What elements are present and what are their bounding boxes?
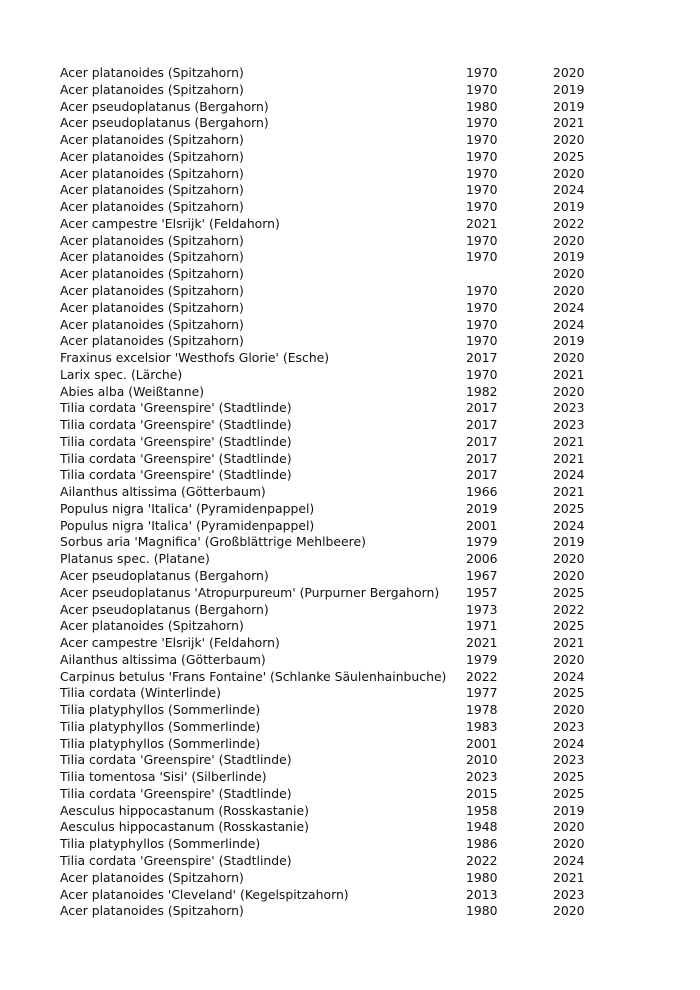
year-planted-cell: 1979: [466, 534, 498, 550]
year-inspected-cell: 2020: [553, 350, 585, 366]
table-row: [60, 702, 613, 719]
year-inspected-cell: 2021: [553, 484, 585, 500]
table-row: [60, 551, 613, 568]
year-inspected-cell: 2025: [553, 148, 585, 164]
table-row: [60, 400, 613, 417]
year-inspected-cell: 2019: [553, 534, 585, 550]
year-inspected-cell: 2024: [553, 182, 585, 198]
table-row: [60, 602, 613, 619]
year-inspected-cell: 2022: [553, 601, 585, 617]
species-cell: Platanus spec. (Platane): [60, 551, 210, 567]
year-planted-cell: 1970: [466, 148, 498, 164]
year-inspected-cell: 2022: [553, 215, 585, 231]
year-planted-cell: 1958: [466, 802, 498, 818]
year-planted-cell: 2021: [466, 215, 498, 231]
species-cell: Tilia platyphyllos (Sommerlinde): [60, 702, 261, 718]
year-planted-cell: 1970: [466, 299, 498, 315]
species-cell: Tilia cordata 'Greenspire' (Stadtlinde): [60, 785, 292, 801]
table-row: [60, 903, 613, 920]
year-planted-cell: 1982: [466, 383, 498, 399]
year-planted-cell: 1983: [466, 718, 498, 734]
table-row: [60, 853, 613, 870]
species-cell: Acer platanoides (Spitzahorn): [60, 903, 244, 919]
year-planted-cell: 1970: [466, 249, 498, 265]
year-inspected-cell: 2020: [553, 568, 585, 583]
year-planted-cell: 1986: [466, 836, 498, 852]
table-row: [60, 216, 613, 233]
year-planted-cell: 1980: [466, 869, 498, 885]
species-cell: Acer platanoides (Spitzahorn): [60, 249, 244, 265]
table-row: [60, 166, 613, 183]
species-cell: Tilia cordata 'Greenspire' (Stadtlinde): [60, 417, 292, 433]
year-planted-cell: 2023: [466, 769, 498, 785]
year-planted-cell: 2017: [466, 400, 498, 416]
table-row: [60, 233, 613, 250]
species-cell: Tilia platyphyllos (Sommerlinde): [60, 718, 261, 734]
species-cell: Abies alba (Weißtanne): [60, 383, 205, 399]
species-cell: Acer pseudoplatanus (Bergahorn): [60, 98, 269, 114]
species-cell: Acer campestre 'Elsrijk' (Feldahorn): [60, 635, 280, 651]
species-cell: Acer platanoides (Spitzahorn): [60, 618, 244, 634]
year-inspected-cell: 2020: [553, 702, 585, 718]
table-row: [60, 384, 613, 401]
species-cell: Acer platanoides (Spitzahorn): [60, 148, 244, 164]
year-inspected-cell: 2024: [553, 853, 585, 869]
year-planted-cell: 2006: [466, 551, 498, 567]
year-planted-cell: 1970: [466, 282, 498, 298]
table-row: [60, 199, 613, 216]
year-planted-cell: 2019: [466, 500, 498, 516]
year-inspected-cell: 2020: [553, 651, 585, 667]
table-row: [60, 82, 613, 99]
year-inspected-cell: 2020: [553, 282, 585, 298]
year-planted-cell: 1977: [466, 685, 498, 701]
species-cell: Tilia tomentosa 'Sisi' (Silberlinde): [60, 769, 267, 785]
species-cell: Carpinus betulus 'Frans Fontaine' (Schlanke Säulenhainbuche): [60, 668, 447, 684]
year-inspected-cell: 2023: [553, 400, 585, 416]
year-inspected-cell: 2020: [553, 165, 585, 181]
table-row: [60, 786, 613, 803]
table-row: [60, 484, 613, 501]
tree-table: [60, 65, 613, 920]
table-row: [60, 333, 613, 350]
table-row: [60, 182, 613, 199]
species-cell: Acer pseudoplatanus (Bergahorn): [60, 601, 269, 617]
table-row: [60, 501, 613, 518]
species-cell: Tilia cordata 'Greenspire' (Stadtlinde): [60, 467, 292, 483]
year-inspected-cell: 2024: [553, 299, 585, 315]
year-inspected-cell: 2019: [553, 81, 585, 97]
table-row: [60, 652, 613, 669]
year-inspected-cell: 2023: [553, 718, 585, 734]
table-row: [60, 149, 613, 166]
year-planted-cell: 1966: [466, 484, 498, 500]
table-row: [60, 669, 613, 686]
species-cell: Acer platanoides (Spitzahorn): [60, 316, 244, 332]
table-row: [60, 685, 613, 702]
table-row: [60, 534, 613, 551]
year-inspected-cell: 2019: [553, 199, 585, 215]
tree-table-body: [60, 65, 613, 920]
species-cell: Ailanthus altissima (Götterbaum): [60, 484, 266, 500]
table-row: [60, 836, 613, 853]
table-row: [60, 585, 613, 602]
species-cell: Acer pseudoplatanus (Bergahorn): [60, 568, 269, 583]
species-cell: Acer platanoides (Spitzahorn): [60, 65, 244, 81]
species-cell: Acer platanoides (Spitzahorn): [60, 266, 244, 282]
species-cell: Tilia platyphyllos (Sommerlinde): [60, 836, 261, 852]
year-planted-cell: 2022: [466, 668, 498, 684]
year-planted-cell: 1973: [466, 601, 498, 617]
species-cell: Tilia cordata 'Greenspire' (Stadtlinde): [60, 400, 292, 416]
year-planted-cell: 1979: [466, 651, 498, 667]
table-row: [60, 65, 613, 82]
species-cell: Acer platanoides (Spitzahorn): [60, 333, 244, 349]
year-planted-cell: 2017: [466, 417, 498, 433]
year-inspected-cell: 2023: [553, 417, 585, 433]
table-row: [60, 283, 613, 300]
year-inspected-cell: 2024: [553, 467, 585, 483]
table-row: [60, 350, 613, 367]
year-inspected-cell: 2019: [553, 98, 585, 114]
table-row: [60, 618, 613, 635]
year-planted-cell: 2021: [466, 635, 498, 651]
species-cell: Acer campestre 'Elsrijk' (Feldahorn): [60, 215, 280, 231]
year-inspected-cell: 2024: [553, 517, 585, 533]
year-inspected-cell: 2019: [553, 249, 585, 265]
year-planted-cell: 1978: [466, 702, 498, 718]
year-planted-cell: 2015: [466, 785, 498, 801]
table-row: [60, 300, 613, 317]
species-cell: Populus nigra 'Italica' (Pyramidenpappel): [60, 500, 315, 516]
year-inspected-cell: 2023: [553, 752, 585, 768]
species-cell: Acer platanoides (Spitzahorn): [60, 282, 244, 298]
species-cell: Tilia cordata 'Greenspire' (Stadtlinde): [60, 752, 292, 768]
year-planted-cell: 1970: [466, 165, 498, 181]
year-inspected-cell: 2020: [553, 383, 585, 399]
year-planted-cell: 2017: [466, 450, 498, 466]
year-planted-cell: [466, 266, 553, 283]
year-inspected-cell: 2024: [553, 735, 585, 751]
table-row: [60, 367, 613, 384]
year-inspected-cell: 2020: [553, 551, 585, 567]
species-cell: Aesculus hippocastanum (Rosskastanie): [60, 819, 309, 835]
species-cell: Larix spec. (Lärche): [60, 366, 183, 382]
year-planted-cell: 1970: [466, 366, 498, 382]
table-row: [60, 99, 613, 116]
table-row: [60, 115, 613, 132]
species-cell: Acer platanoides (Spitzahorn): [60, 182, 244, 198]
table-row: [60, 719, 613, 736]
table-row: [60, 316, 613, 333]
species-cell: Acer pseudoplatanus (Bergahorn): [60, 115, 269, 131]
species-cell: Tilia platyphyllos (Sommerlinde): [60, 735, 261, 751]
year-inspected-cell: 2025: [553, 500, 585, 516]
species-cell: Acer platanoides 'Cleveland' (Kegelspitzahorn): [60, 886, 349, 902]
year-inspected-cell: 2021: [553, 635, 585, 651]
year-planted-cell: 1967: [466, 568, 498, 583]
year-inspected-cell: 2021: [553, 366, 585, 382]
species-cell: Acer platanoides (Spitzahorn): [60, 199, 244, 215]
year-planted-cell: 1970: [466, 232, 498, 248]
year-inspected-cell: 2025: [553, 769, 585, 785]
year-planted-cell: 1970: [466, 132, 498, 148]
year-planted-cell: 1970: [466, 81, 498, 97]
table-row: [60, 819, 613, 836]
species-cell: Aesculus hippocastanum (Rosskastanie): [60, 802, 309, 818]
year-planted-cell: 2001: [466, 517, 498, 533]
species-cell: Ailanthus altissima (Götterbaum): [60, 651, 266, 667]
year-planted-cell: 1970: [466, 316, 498, 332]
species-cell: Tilia cordata 'Greenspire' (Stadtlinde): [60, 450, 292, 466]
year-inspected-cell: 2021: [553, 433, 585, 449]
species-cell: Acer platanoides (Spitzahorn): [60, 232, 244, 248]
year-planted-cell: 2017: [466, 467, 498, 483]
year-inspected-cell: 2019: [553, 802, 585, 818]
year-inspected-cell: 2019: [553, 333, 585, 349]
year-inspected-cell: 2020: [553, 836, 585, 852]
year-inspected-cell: 2020: [553, 232, 585, 248]
species-cell: Tilia cordata 'Greenspire' (Stadtlinde): [60, 853, 292, 869]
species-cell: Acer platanoides (Spitzahorn): [60, 132, 244, 148]
table-row: [60, 568, 613, 585]
table-row: [60, 434, 613, 451]
year-inspected-cell: 2025: [553, 618, 585, 634]
year-inspected-cell: 2024: [553, 668, 585, 684]
table-row: [60, 736, 613, 753]
year-planted-cell: 1980: [466, 98, 498, 114]
year-planted-cell: 1970: [466, 182, 498, 198]
table-row: [60, 518, 613, 535]
species-cell: Tilia cordata (Winterlinde): [60, 685, 221, 701]
year-inspected-cell: 2020: [553, 266, 585, 282]
species-cell: Acer pseudoplatanus 'Atropurpureum' (Purpurner Bergahorn): [60, 584, 440, 600]
table-row: [60, 803, 613, 820]
table-row: [60, 635, 613, 652]
year-inspected-cell: 2020: [553, 903, 585, 919]
year-planted-cell: 2022: [466, 853, 498, 869]
year-inspected-cell: 2024: [553, 316, 585, 332]
year-inspected-cell: 2020: [553, 819, 585, 835]
table-row: [60, 769, 613, 786]
year-planted-cell: 2017: [466, 350, 498, 366]
year-inspected-cell: 2021: [553, 869, 585, 885]
species-cell: Tilia cordata 'Greenspire' (Stadtlinde): [60, 433, 292, 449]
table-row: [60, 887, 613, 904]
year-planted-cell: 1957: [466, 584, 498, 600]
species-cell: Populus nigra 'Italica' (Pyramidenpappel): [60, 517, 315, 533]
species-cell: Sorbus aria 'Magnifica' (Großblättrige Mehlbeere): [60, 534, 366, 550]
year-inspected-cell: 2021: [553, 115, 585, 131]
table-row: [60, 752, 613, 769]
year-planted-cell: 2017: [466, 433, 498, 449]
year-inspected-cell: 2020: [553, 65, 585, 81]
year-planted-cell: 1970: [466, 333, 498, 349]
year-planted-cell: 2010: [466, 752, 498, 768]
year-planted-cell: 1948: [466, 819, 498, 835]
table-row: [60, 266, 613, 283]
species-cell: Acer platanoides (Spitzahorn): [60, 81, 244, 97]
year-planted-cell: 2013: [466, 886, 498, 902]
table-row: [60, 417, 613, 434]
year-inspected-cell: 2025: [553, 685, 585, 701]
year-inspected-cell: 2023: [553, 886, 585, 902]
year-inspected-cell: 2021: [553, 450, 585, 466]
table-row: [60, 132, 613, 149]
year-inspected-cell: 2020: [553, 132, 585, 148]
year-planted-cell: 1970: [466, 199, 498, 215]
species-cell: Acer platanoides (Spitzahorn): [60, 869, 244, 885]
year-inspected-cell: 2025: [553, 584, 585, 600]
year-planted-cell: 1970: [466, 65, 498, 81]
year-planted-cell: 1970: [466, 115, 498, 131]
year-inspected-cell: 2025: [553, 785, 585, 801]
table-row: [60, 467, 613, 484]
table-row: [60, 870, 613, 887]
species-cell: Fraxinus excelsior 'Westhofs Glorie' (Esche): [60, 350, 330, 366]
species-cell: Acer platanoides (Spitzahorn): [60, 299, 244, 315]
year-planted-cell: 1980: [466, 903, 498, 919]
table-row: [60, 249, 613, 266]
species-cell: Acer platanoides (Spitzahorn): [60, 165, 244, 181]
year-planted-cell: 2001: [466, 735, 498, 751]
year-planted-cell: 1971: [466, 618, 498, 634]
table-row: [60, 451, 613, 468]
